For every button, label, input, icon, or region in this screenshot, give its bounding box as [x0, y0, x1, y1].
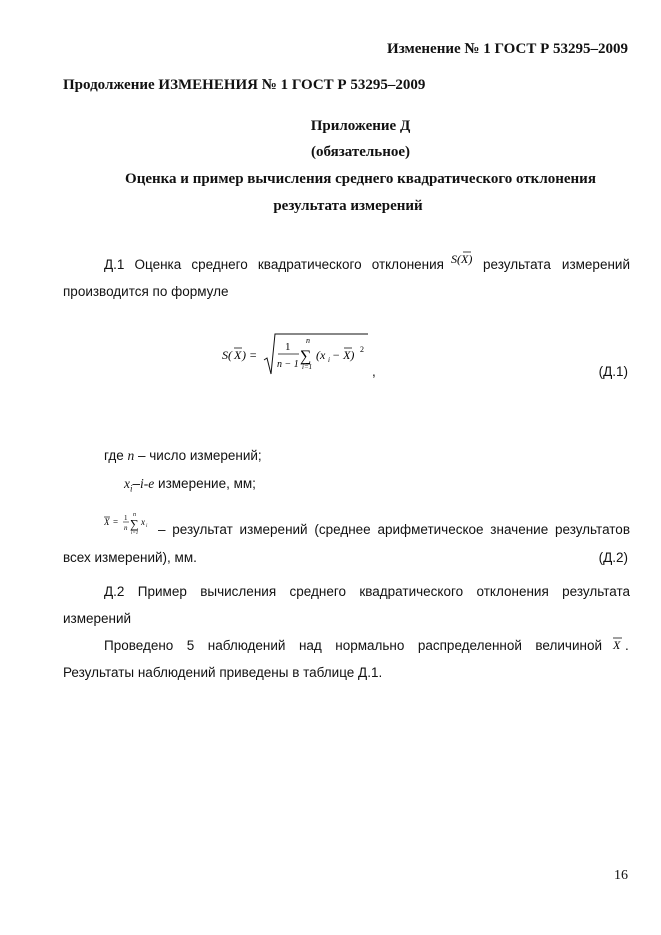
svg-text:n: n [124, 524, 128, 532]
xi-symbol: x [124, 476, 130, 491]
section-d2-line1: Д.2 Пример вычисления среднего квадратического отклонения результата [104, 584, 630, 599]
formula-d2 [104, 507, 156, 539]
svg-text:S(X): S(X) [451, 252, 473, 266]
formula-d1-comma: , [372, 364, 376, 379]
symbol-xbar [611, 634, 625, 654]
running-title: Изменение № 1 ГОСТ Р 53295–2009 [387, 41, 628, 57]
svg-text:S(: S( [222, 348, 232, 362]
svg-text:X: X [104, 517, 110, 527]
svg-text:1: 1 [285, 341, 291, 353]
svg-text:n: n [306, 336, 310, 345]
svg-text:X: X [234, 348, 242, 362]
formula-d1-number: (Д.1) [598, 364, 628, 379]
xi-dash: – [132, 476, 141, 491]
section-d1-line2: производится по формуле [63, 284, 229, 299]
section-d1-line1-part1: Д.1 Оценка среднего квадратического отклонения [104, 257, 444, 272]
n-symbol: n [127, 448, 135, 463]
svg-text:∑: ∑ [300, 348, 312, 365]
svg-text:x: x [141, 517, 145, 527]
svg-text:2: 2 [360, 345, 364, 354]
mean-description-line1: – результат измерений (среднее арифметическое значение результатов [158, 522, 630, 537]
continuation-title: Продолжение ИЗМЕНЕНИЯ № 1 ГОСТ Р 53295–2009 [63, 77, 426, 93]
svg-text:X: X [613, 638, 621, 652]
section-d1-line1-part2: результата измерений [483, 257, 630, 272]
svg-text:∑: ∑ [130, 517, 139, 531]
formula-d2-number: (Д.2) [598, 550, 628, 565]
appendix-heading-line1: Оценка и пример вычисления среднего квадратического отклонения [125, 171, 596, 187]
where-intro: где [104, 448, 124, 463]
svg-text:i: i [146, 524, 148, 529]
svg-text:n: n [133, 512, 136, 518]
svg-text:i: i [328, 356, 330, 364]
svg-text:n − 1: n − 1 [277, 359, 299, 370]
svg-text:) =: ) = [242, 348, 258, 362]
appendix-title: Приложение Д [310, 118, 411, 134]
xi-subscript: i [130, 483, 133, 494]
formula-d1 [222, 330, 372, 378]
svg-text:i=1: i=1 [302, 363, 313, 371]
appendix-heading-line2: результата измерений [273, 198, 423, 214]
appendix-status: (обязательное) [310, 144, 411, 160]
mean-description-line2: всех измерений), мм. [63, 550, 197, 565]
svg-text:=: = [113, 517, 119, 527]
section-d2-para-line2: Результаты наблюдений приведены в таблице Д.1. [63, 665, 383, 680]
svg-text:− X): − X) [332, 348, 355, 362]
svg-text:1: 1 [124, 514, 128, 522]
svg-text:(x: (x [316, 348, 326, 362]
page-number: 16 [614, 868, 628, 883]
section-d2-para-line1-end: . [625, 638, 629, 653]
where-xi-line [124, 476, 256, 497]
section-d2-para-line1: Проведено 5 наблюдений над нормально распределенной величиной [104, 638, 602, 653]
n-description: – число измерений; [137, 448, 262, 463]
where-n-line [104, 448, 262, 464]
symbol-s-of-xbar [450, 248, 482, 270]
xi-ie: i-е [140, 476, 155, 491]
xi-description: измерение, мм; [158, 476, 256, 491]
svg-text:i=1: i=1 [131, 531, 139, 536]
section-d2-line2: измерений [63, 611, 132, 626]
